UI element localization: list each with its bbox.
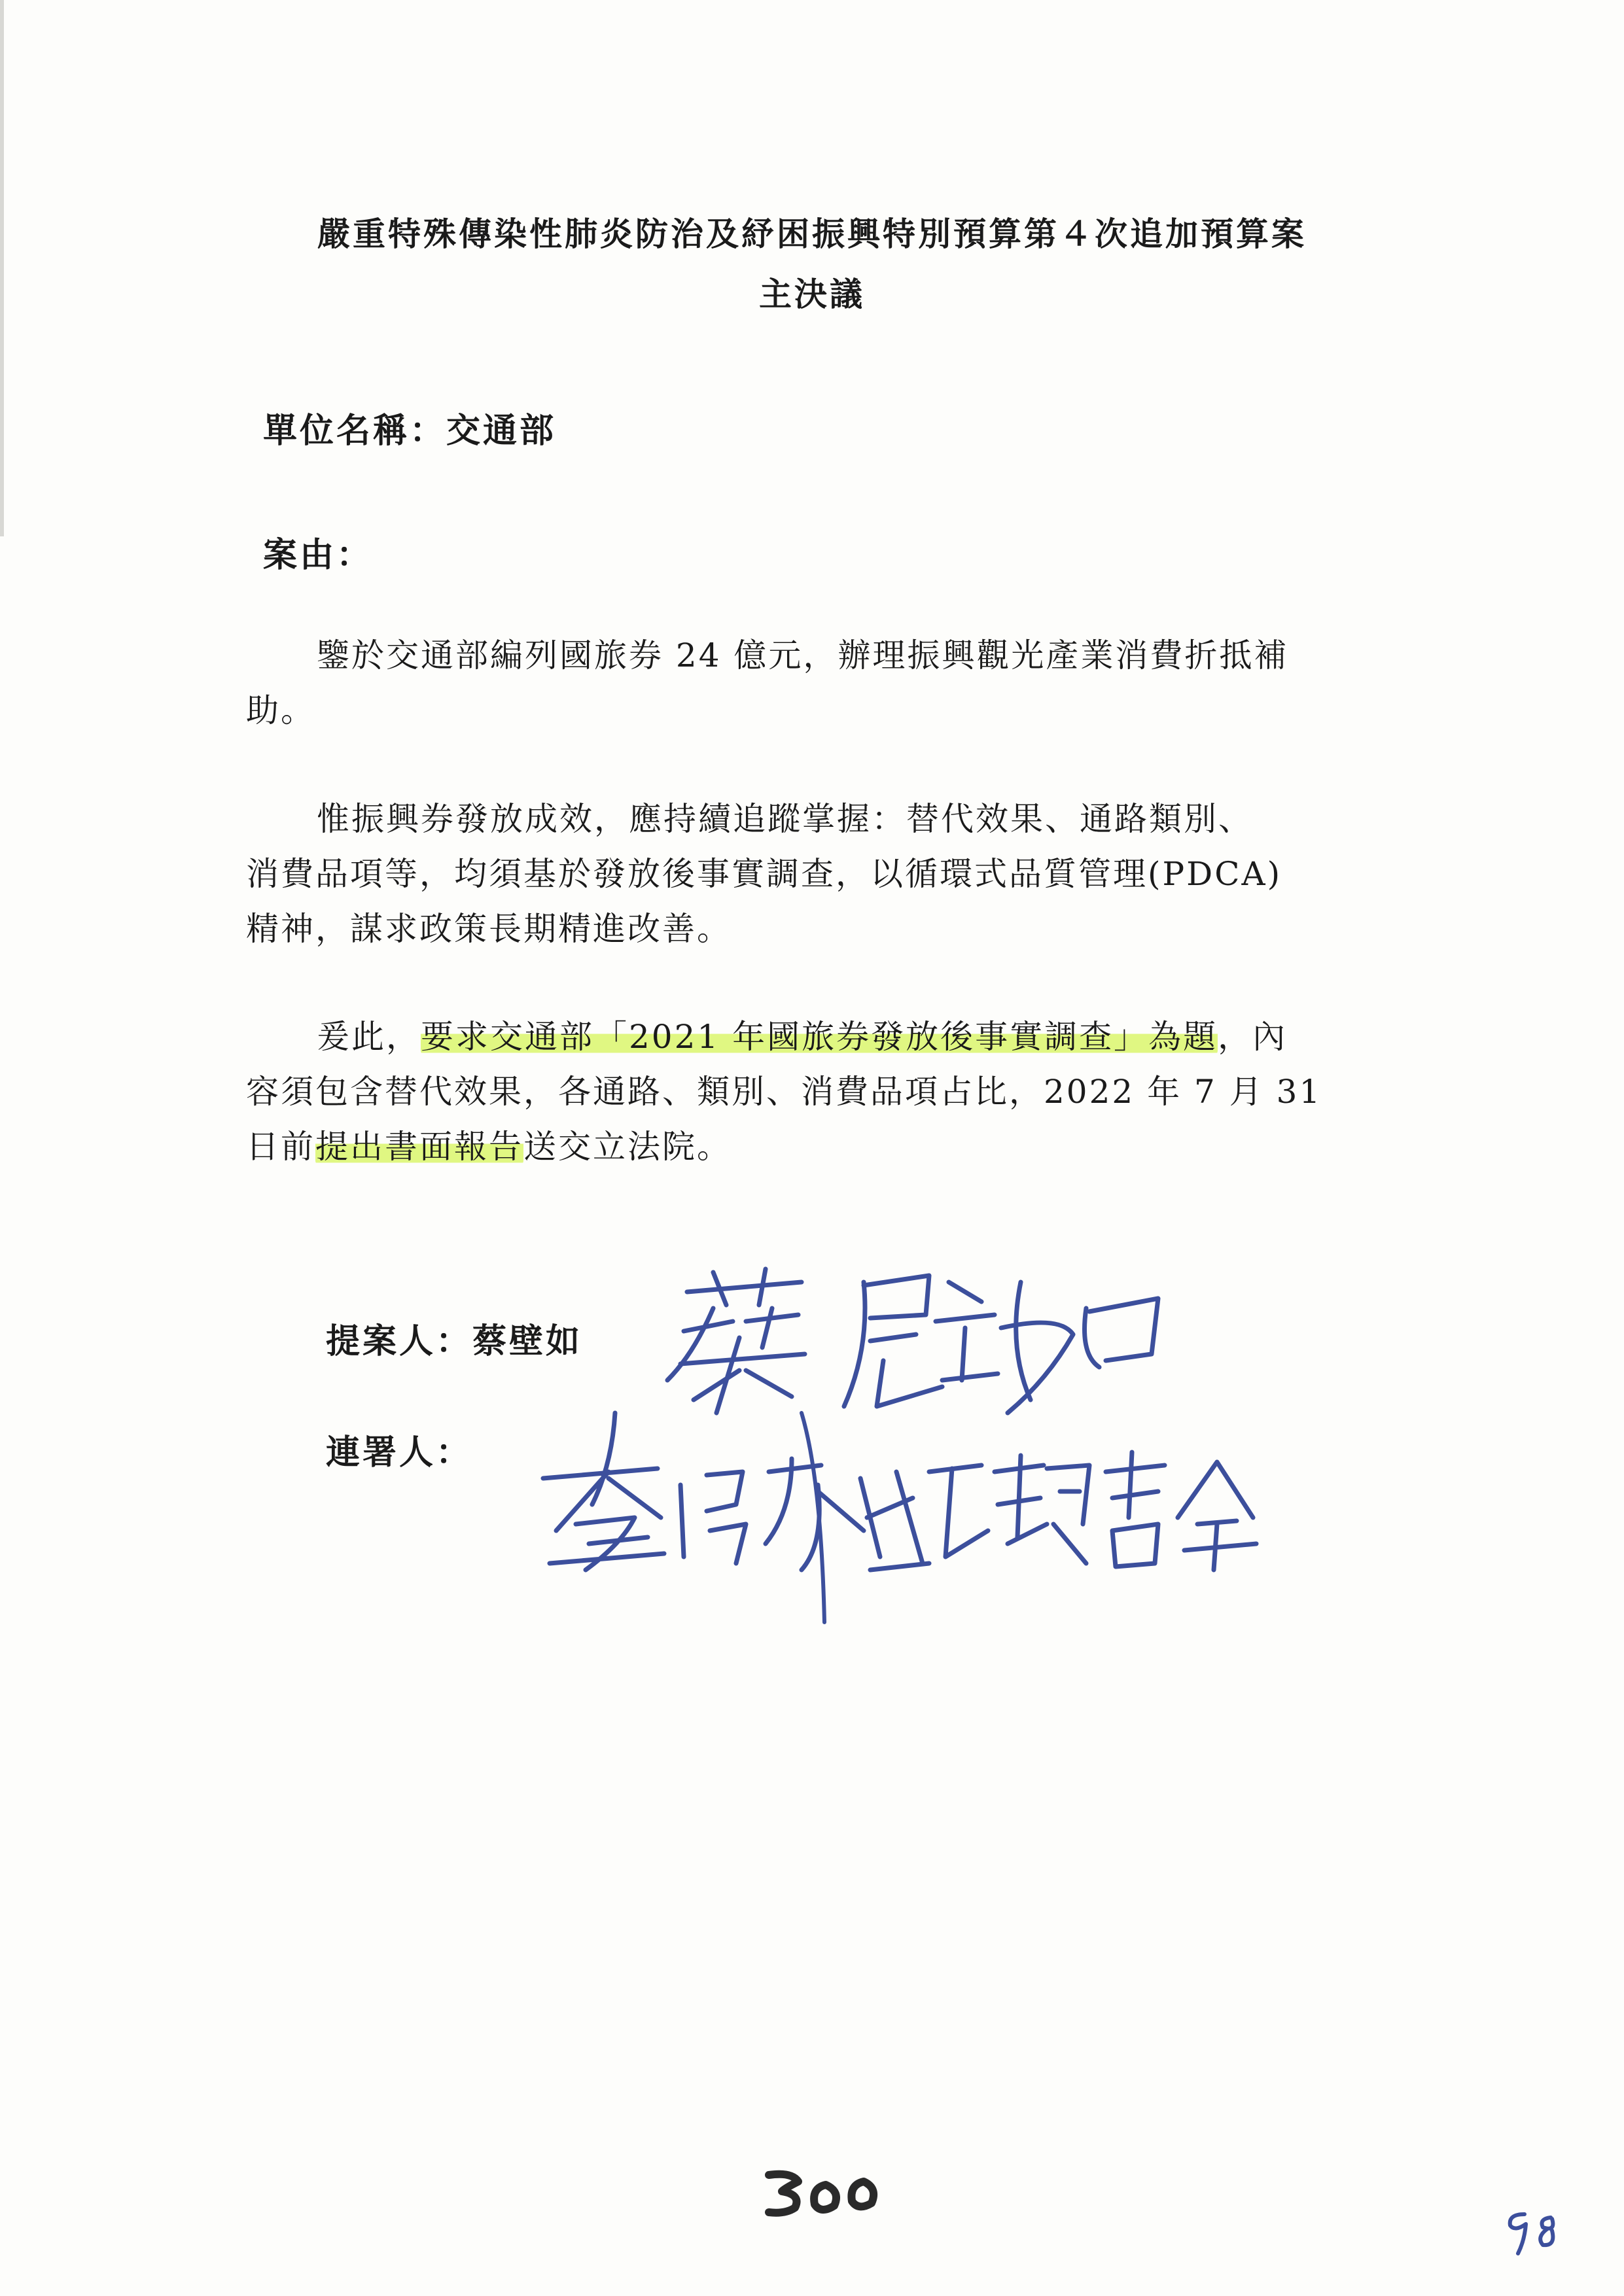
paragraph-2-line-1: 惟振興券發放成效，應持續追蹤掌握：替代效果、通路類別、 (317, 800, 1253, 838)
cosigner-signature-2 (995, 1452, 1256, 1570)
paragraph-3-line-2: 容須包含替代效果，各通路、類別、消費品項占比，2022 年 7 月 31 (246, 1073, 1322, 1111)
deadline-prefix: 日前 (246, 1128, 315, 1166)
paragraph-1-line-2: 助。 (246, 691, 315, 729)
paragraph-3 (246, 1009, 1391, 1174)
highlighted-request: 要求交通部「2021 年國旅券發放後事實調查」為題 (421, 1018, 1218, 1056)
paragraph-3-suffix: ，內 (1218, 1018, 1288, 1056)
unit-name: 單位名稱：交通部 (263, 411, 557, 451)
paragraph-3-line-3 (246, 1119, 1391, 1174)
paragraph-2-line-2: 消費品項等，均須基於發放後事實調查，以循環式品質管理(PDCA) (246, 855, 1282, 893)
proposer-signature (667, 1269, 1158, 1413)
proposer-label: 提案人：蔡壁如 (326, 1321, 583, 1361)
handwritten-page-number-corner (1510, 2214, 1553, 2253)
paragraph-3-prefix: 爰此， (317, 1018, 421, 1056)
paragraph-1 (246, 628, 1391, 738)
cosigner-signature-1 (543, 1413, 988, 1622)
paragraph-3-line-1 (246, 1009, 1391, 1064)
handwritten-page-number-center (769, 2174, 874, 2213)
paragraph-2 (246, 791, 1391, 956)
deadline-suffix: 送交立法院。 (523, 1128, 732, 1166)
cosigner-label: 連署人： (326, 1433, 473, 1472)
document-title: 嚴重特殊傳染性肺炎防治及紓困振興特別預算第４次追加預算案 (317, 215, 1307, 253)
highlighted-report: 提出書面報告 (315, 1128, 523, 1166)
paragraph-1-line-1: 鑒於交通部編列國旅券 24 億元，辦理振興觀光產業消費折抵補 (317, 636, 1289, 674)
document-subtitle: 主決議 (759, 275, 865, 313)
paragraph-2-line-3: 精神，謀求政策長期精進改善。 (246, 910, 732, 948)
reason-heading: 案由： (263, 535, 374, 575)
